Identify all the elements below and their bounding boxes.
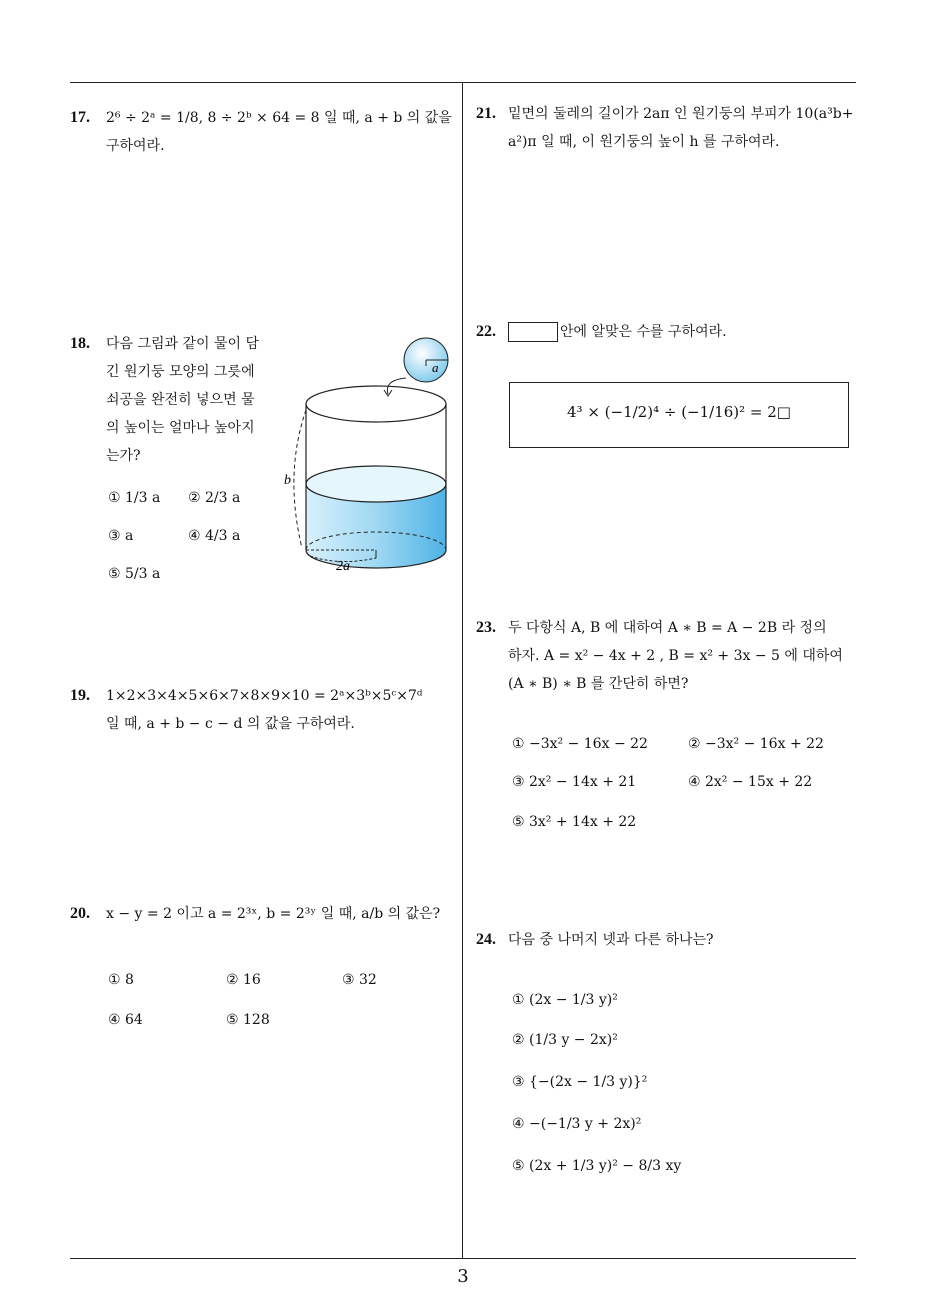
question-line: 하자. A = x² − 4x + 2 , B = x² + 3x − 5 에 대하여 xyxy=(508,648,843,664)
question-line: 2⁶ ÷ 2ᵃ = 1/8, 8 ÷ 2ᵇ × 64 = 8 일 때, a + b 의 값을 xyxy=(106,110,452,126)
question-22 xyxy=(476,318,856,358)
ball-radius-label: a xyxy=(432,360,439,375)
option-2[interactable]: ② 2/3 a xyxy=(188,490,241,506)
page-number: 3 xyxy=(457,1266,469,1287)
option-4[interactable]: ④ −(−1/3 y + 2x)² xyxy=(512,1116,642,1132)
cylinder-top xyxy=(306,386,446,422)
blank-box xyxy=(508,322,558,342)
question-line: (A ∗ B) ∗ B 를 간단히 하면? xyxy=(508,676,689,692)
question-line: 다음 그림과 같이 물이 담 xyxy=(106,336,260,352)
question-line: 는가? xyxy=(106,448,141,464)
option-2[interactable]: ② −3x² − 16x + 22 xyxy=(688,736,824,752)
question-number: 17. xyxy=(70,109,90,126)
question-number: 19. xyxy=(70,687,90,704)
question-number: 24. xyxy=(476,931,496,948)
question-24 xyxy=(476,926,856,1186)
question-line: 1×2×3×4×5×6×7×8×9×10 = 2ᵃ×3ᵇ×5ᶜ×7ᵈ xyxy=(106,688,423,704)
question-text xyxy=(106,900,440,928)
cylinder-figure xyxy=(280,334,460,596)
option-5[interactable]: ⑤ 128 xyxy=(226,1012,270,1028)
top-rule xyxy=(70,82,856,83)
question-line xyxy=(508,318,727,346)
height-label: b xyxy=(284,473,291,488)
column-divider xyxy=(462,82,463,1258)
bottom-rule xyxy=(70,1258,856,1259)
option-3[interactable]: ③ a xyxy=(108,528,134,544)
option-3[interactable]: ③ {−(2x − 1/3 y)}² xyxy=(512,1074,648,1090)
question-text xyxy=(106,682,422,738)
question-line: 일 때, a + b − c − d 의 값을 구하여라. xyxy=(106,716,355,732)
question-number: 22. xyxy=(476,323,496,340)
option-5[interactable]: ⑤ 5/3 a xyxy=(108,566,161,582)
question-21 xyxy=(476,100,856,170)
question-number: 21. xyxy=(476,105,496,122)
question-text xyxy=(106,330,259,470)
question-text xyxy=(508,926,714,954)
question-line: 다음 중 나머지 넷과 다른 하나는? xyxy=(508,932,714,948)
question-19 xyxy=(70,682,460,752)
option-2[interactable]: ② 16 xyxy=(226,972,261,988)
question-line-text: 안에 알맞은 수를 구하여라. xyxy=(560,324,727,340)
option-4[interactable]: ④ 2x² − 15x + 22 xyxy=(688,774,813,790)
water-surface xyxy=(306,466,446,502)
equation-box xyxy=(509,382,849,448)
option-4[interactable]: ④ 64 xyxy=(108,1012,143,1028)
question-text xyxy=(508,318,727,346)
question-number: 18. xyxy=(70,335,90,352)
question-number: 20. xyxy=(70,905,90,922)
option-5[interactable]: ⑤ (2x + 1/3 y)² − 8/3 xy xyxy=(512,1158,682,1174)
question-23 xyxy=(476,614,856,834)
base-diameter-label: 2a xyxy=(336,559,350,574)
option-1[interactable]: ① (2x − 1/3 y)² xyxy=(512,992,618,1008)
option-2[interactable]: ② (1/3 y − 2x)² xyxy=(512,1032,618,1048)
question-20 xyxy=(70,900,460,1040)
option-1[interactable]: ① −3x² − 16x − 22 xyxy=(512,736,648,752)
question-line: 구하여라. xyxy=(106,138,165,154)
question-line: a²)π 일 때, 이 원기둥의 높이 h 를 구하여라. xyxy=(508,134,780,150)
question-line: 밑면의 둘레의 길이가 2aπ 인 원기둥의 부피가 10(a³b+ xyxy=(508,106,854,122)
question-line: 긴 원기둥 모양의 그릇에 xyxy=(106,364,255,380)
question-17 xyxy=(70,104,460,174)
question-line: 쇠공을 완전히 넣으면 물 xyxy=(106,392,255,408)
option-3[interactable]: ③ 32 xyxy=(342,972,377,988)
question-number: 23. xyxy=(476,619,496,636)
equation: 4³ × (−1/2)⁴ ÷ (−1/16)² = 2□ xyxy=(567,403,791,421)
question-text xyxy=(508,614,843,698)
question-line: x − y = 2 이고 a = 2³ˣ, b = 2³ʸ 일 때, a/b 의 값은? xyxy=(106,906,441,922)
option-1[interactable]: ① 8 xyxy=(108,972,134,988)
option-1[interactable]: ① 1/3 a xyxy=(108,490,161,506)
option-5[interactable]: ⑤ 3x² + 14x + 22 xyxy=(512,814,637,830)
option-3[interactable]: ③ 2x² − 14x + 21 xyxy=(512,774,637,790)
question-text xyxy=(106,104,452,160)
question-text xyxy=(508,100,853,156)
option-4[interactable]: ④ 4/3 a xyxy=(188,528,241,544)
question-line: 의 높이는 얼마나 높아지 xyxy=(106,420,255,436)
question-line: 두 다항식 A, B 에 대하여 A ∗ B = A − 2B 라 정의 xyxy=(508,620,827,636)
